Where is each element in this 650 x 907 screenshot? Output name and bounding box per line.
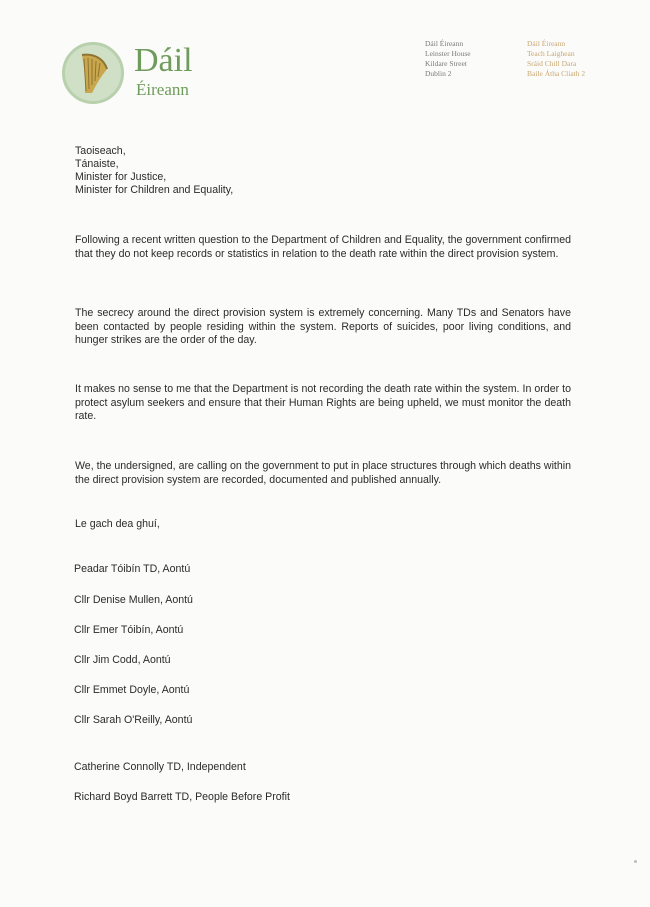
signatory: Catherine Connolly TD, Independent — [74, 761, 246, 773]
address-line: Dáil Éireann — [425, 39, 464, 48]
recipient-line: Tánaiste, — [75, 158, 119, 170]
signatory: Cllr Jim Codd, Aontú — [74, 654, 171, 666]
logo-title: Dáil — [134, 42, 193, 79]
signatory: Cllr Emer Tóibín, Aontú — [74, 624, 184, 636]
signatory: Richard Boyd Barrett TD, People Before Profit — [74, 791, 290, 803]
scan-speck — [634, 860, 637, 863]
recipient-line: Minister for Children and Equality, — [75, 184, 234, 196]
harp-icon — [74, 51, 112, 97]
signatory: Cllr Sarah O'Reilly, Aontú — [74, 714, 193, 726]
dail-eireann-logo — [62, 40, 202, 110]
paragraph: Following a recent written question to the Department of Children and Equality, the government confirmed that they do not keep records or statistics in relation to the death rate within the direct provision system. — [75, 234, 571, 260]
address-line: Dáil Éireann — [527, 39, 566, 48]
address-line: Dublin 2 — [425, 69, 452, 78]
signatory: Cllr Emmet Doyle, Aontú — [74, 684, 190, 696]
harp-emblem — [62, 42, 124, 104]
closing: Le gach dea ghuí, — [75, 518, 160, 530]
logo-subtitle: Éireann — [136, 80, 189, 99]
paragraph: The secrecy around the direct provision system is extremely concerning. Many TDs and Senators have been contacted by people residing within the system. Reports of suicides, poor living conditions, and hunger strikes are the order of the day. — [75, 307, 571, 346]
address-line: Baile Átha Cliath 2 — [527, 69, 586, 78]
address-irish — [527, 39, 585, 79]
paragraph: It makes no sense to me that the Department is not recording the death rate within the system. In order to protect asylum seekers and ensure that their Human Rights are being upheld, we must monitor the death rate. — [75, 383, 571, 422]
address-line: Leinster House — [425, 49, 471, 58]
address-english — [425, 39, 471, 79]
signatory: Peadar Tóibín TD, Aontú — [74, 563, 191, 575]
address-line: Teach Laighean — [527, 49, 575, 58]
recipient-line: Minister for Justice, — [75, 171, 167, 183]
address-line: Kildare Street — [425, 59, 467, 68]
address-line: Sráid Chill Dara — [527, 59, 577, 68]
paragraph: We, the undersigned, are calling on the government to put in place structures through which deaths within the direct provision system are recorded, documented and published annually. — [75, 460, 571, 486]
signatory: Cllr Denise Mullen, Aontú — [74, 594, 193, 606]
recipient-line: Taoiseach, — [75, 145, 126, 157]
